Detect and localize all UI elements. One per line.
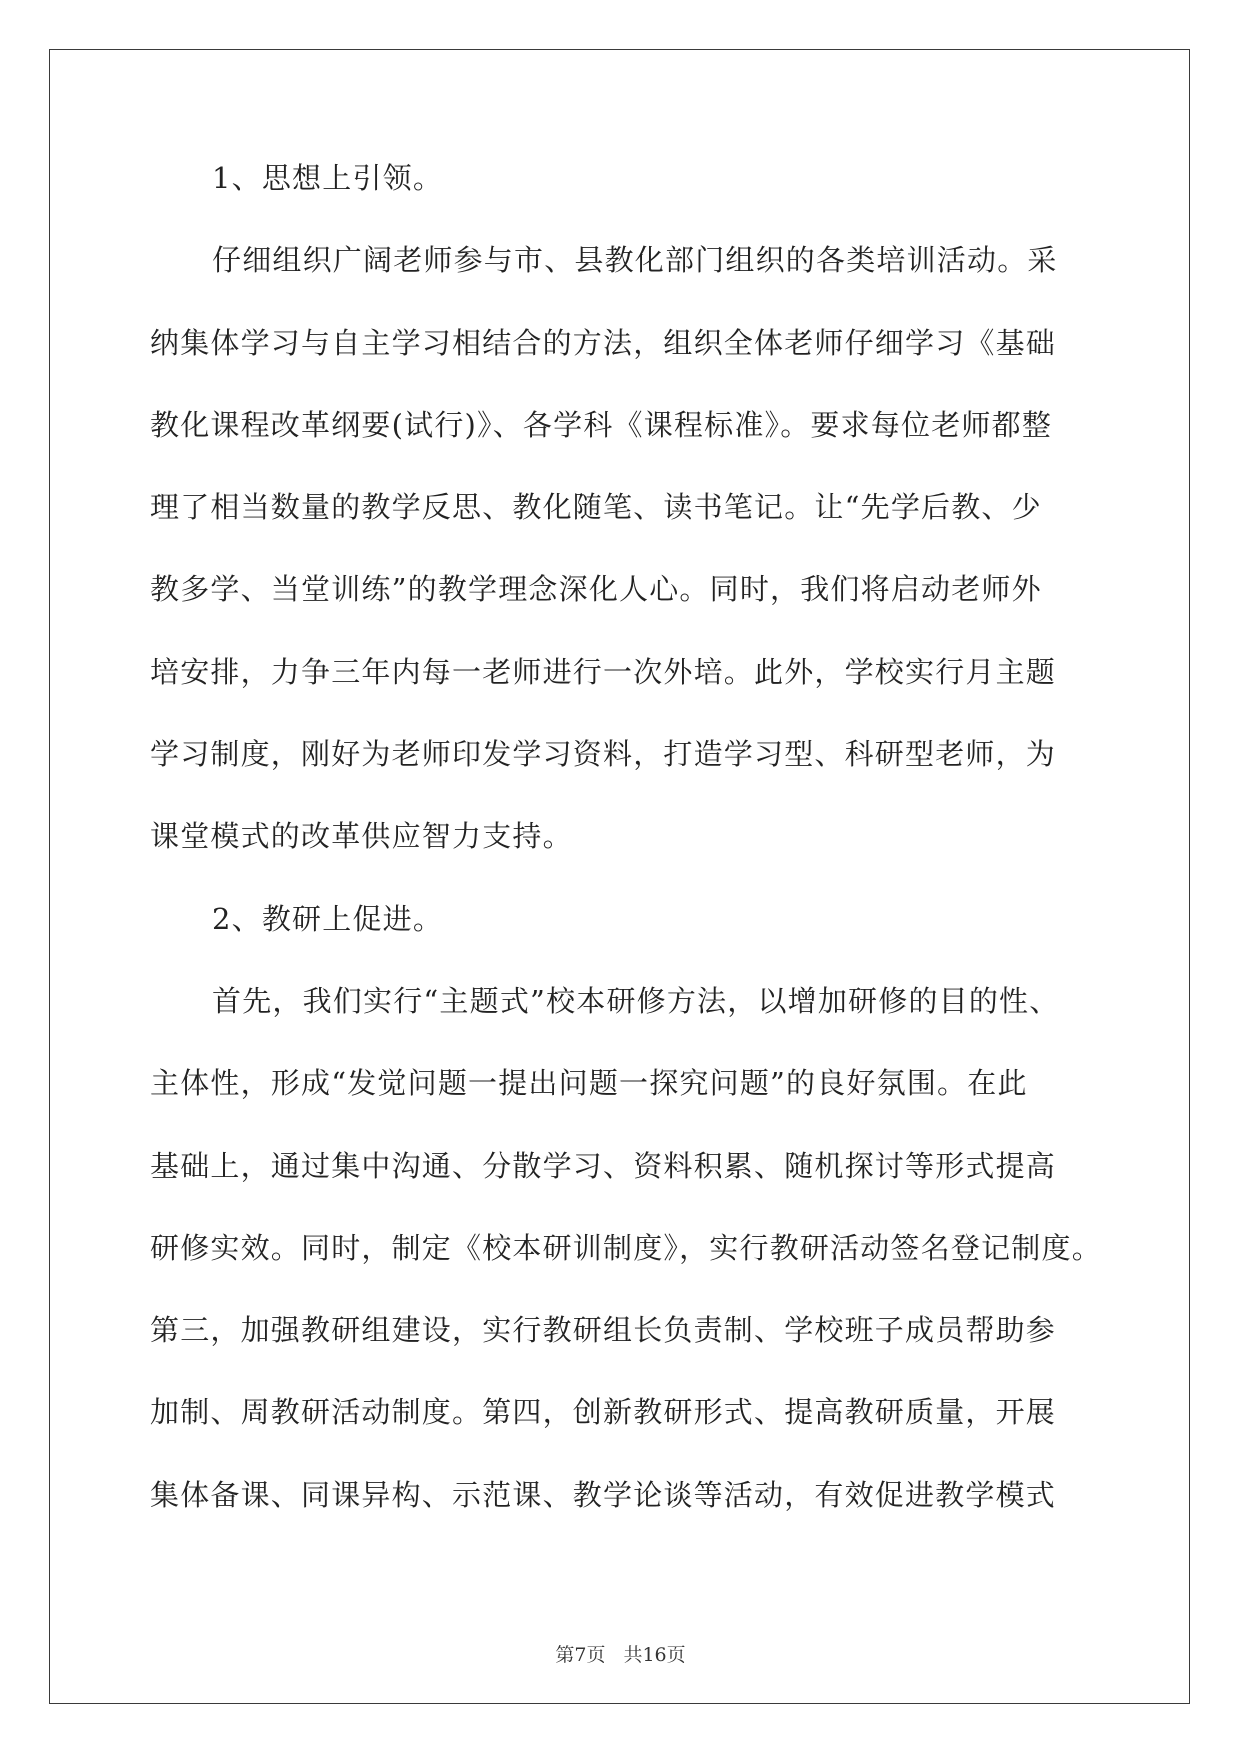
paragraph-line: 第三，加强教研组建设，实行教研组长负责制、学校班子成员帮助参 <box>150 1313 1057 1348</box>
paragraph-line: 基础上，通过集中沟通、分散学习、资料积累、随机探讨等形式提高 <box>150 1148 1057 1183</box>
paragraph-line: 教多学、当堂训练”的教学理念深化人心。同时，我们将启动老师外 <box>150 572 1042 607</box>
paragraph-line: 加制、周教研活动制度。第四，创新教研形式、提高教研质量，开展 <box>150 1395 1057 1430</box>
paragraph-line: 理了相当数量的教学反思、教化随笔、读书笔记。让“先学后教、少 <box>150 490 1042 525</box>
paragraph-line: 主体性，形成“发觉问题一提出问题一探究问题”的良好氛围。在此 <box>150 1066 1028 1101</box>
paragraph-line: 培安排，力争三年内每一老师进行一次外培。此外，学校实行月主题 <box>150 654 1057 689</box>
heading-1: 1、思想上引领。 <box>212 161 444 195</box>
paragraph-line: 集体备课、同课异构、示范课、教学论谈等活动，有效促进教学模式 <box>150 1477 1057 1512</box>
paragraph-line: 研修实效。同时，制定《校本研训制度》，实行教研活动签名登记制度。 <box>150 1230 1102 1265</box>
paragraph-line: 纳集体学习与自主学习相结合的方法，组织全体老师仔细学习《基础 <box>150 325 1057 360</box>
document-body <box>150 158 1102 1557</box>
page-total: 共16页 <box>623 1644 686 1666</box>
paragraph-line: 教化课程改革纲要(试行)》、各学科《课程标准》。要求每位老师都整 <box>150 407 1053 442</box>
page-number: 第7页 <box>555 1644 606 1666</box>
paragraph-line: 仔细组织广阔老师参与市、县教化部门组织的各类培训活动。采 <box>212 243 1058 278</box>
paragraph-line: 课堂模式的改革供应智力支持。 <box>150 819 573 854</box>
page-footer <box>0 1640 1241 1667</box>
paragraph-line: 首先，我们实行“主题式”校本研修方法，以增加研修的目的性、 <box>212 983 1060 1018</box>
heading-2: 2、教研上促进。 <box>212 901 444 936</box>
paragraph-line: 学习制度，刚好为老师印发学习资料，打造学习型、科研型老师，为 <box>150 737 1057 772</box>
